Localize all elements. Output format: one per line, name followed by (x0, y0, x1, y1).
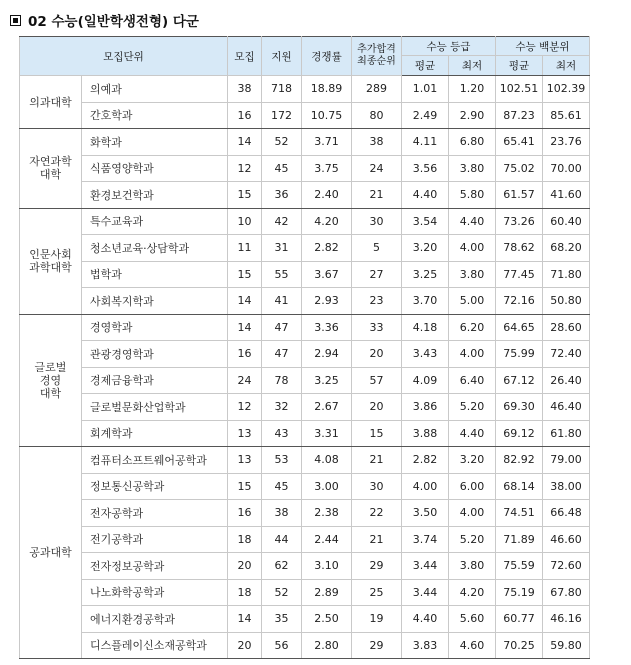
cell-quota: 13 (228, 420, 262, 447)
major-name: 의예과 (82, 76, 228, 103)
cell-rank: 21 (352, 447, 402, 474)
cell-pct-avg: 68.14 (496, 473, 543, 500)
table-row (20, 526, 590, 553)
cell-ratio: 3.00 (302, 473, 352, 500)
cell-ratio: 3.71 (302, 129, 352, 156)
major-name: 환경보건학과 (82, 182, 228, 209)
cell-pct-avg: 60.77 (496, 606, 543, 633)
cell-ratio: 2.82 (302, 235, 352, 262)
cell-pct-avg: 69.30 (496, 394, 543, 421)
cell-rank: 15 (352, 420, 402, 447)
table-row (20, 288, 590, 315)
cell-grade-min: 4.40 (449, 208, 496, 235)
cell-grade-min: 5.00 (449, 288, 496, 315)
cell-grade-avg: 3.54 (402, 208, 449, 235)
major-name: 디스플레이신소재공학과 (82, 632, 228, 659)
header-grade: 수능 등급 (402, 37, 496, 56)
cell-rank: 30 (352, 208, 402, 235)
cell-pct-avg: 77.45 (496, 261, 543, 288)
cell-grade-avg: 4.40 (402, 606, 449, 633)
header-grade-avg: 평균 (402, 56, 449, 76)
cell-grade-min: 6.80 (449, 129, 496, 156)
major-name: 회계학과 (82, 420, 228, 447)
cell-grade-min: 4.60 (449, 632, 496, 659)
cell-applicants: 78 (262, 367, 302, 394)
major-name: 에너지환경공학과 (82, 606, 228, 633)
cell-quota: 14 (228, 314, 262, 341)
table-row (20, 182, 590, 209)
cell-applicants: 53 (262, 447, 302, 474)
cell-grade-min: 3.80 (449, 155, 496, 182)
cell-quota: 15 (228, 473, 262, 500)
cell-pct-min: 66.48 (543, 500, 590, 527)
cell-quota: 16 (228, 500, 262, 527)
cell-grade-avg: 4.11 (402, 129, 449, 156)
table-row (20, 208, 590, 235)
cell-pct-avg: 61.57 (496, 182, 543, 209)
major-name: 식품영양학과 (82, 155, 228, 182)
cell-quota: 24 (228, 367, 262, 394)
cell-grade-avg: 3.44 (402, 553, 449, 580)
cell-grade-min: 6.00 (449, 473, 496, 500)
table-row (20, 579, 590, 606)
cell-applicants: 52 (262, 129, 302, 156)
cell-rank: 29 (352, 553, 402, 580)
cell-rank: 289 (352, 76, 402, 103)
cell-grade-min: 2.90 (449, 102, 496, 129)
major-name: 법학과 (82, 261, 228, 288)
cell-applicants: 44 (262, 526, 302, 553)
cell-grade-avg: 4.00 (402, 473, 449, 500)
cell-rank: 5 (352, 235, 402, 262)
cell-applicants: 172 (262, 102, 302, 129)
cell-quota: 12 (228, 394, 262, 421)
header-unit: 모집단위 (20, 37, 228, 76)
cell-quota: 18 (228, 579, 262, 606)
cell-ratio: 3.67 (302, 261, 352, 288)
table-row (20, 394, 590, 421)
cell-grade-avg: 3.56 (402, 155, 449, 182)
cell-rank: 33 (352, 314, 402, 341)
cell-grade-avg: 3.44 (402, 579, 449, 606)
cell-pct-avg: 75.02 (496, 155, 543, 182)
cell-rank: 20 (352, 394, 402, 421)
cell-ratio: 2.50 (302, 606, 352, 633)
cell-applicants: 718 (262, 76, 302, 103)
cell-grade-avg: 3.25 (402, 261, 449, 288)
cell-quota: 13 (228, 447, 262, 474)
table-row (20, 76, 590, 103)
table-row (20, 235, 590, 262)
cell-pct-min: 41.60 (543, 182, 590, 209)
cell-ratio: 2.94 (302, 341, 352, 368)
cell-applicants: 43 (262, 420, 302, 447)
cell-grade-avg: 3.20 (402, 235, 449, 262)
table-row (20, 420, 590, 447)
header-grade-min: 최저 (449, 56, 496, 76)
cell-pct-avg: 87.23 (496, 102, 543, 129)
cell-pct-min: 50.80 (543, 288, 590, 315)
cell-ratio: 18.89 (302, 76, 352, 103)
major-name: 글로벌문화산업학과 (82, 394, 228, 421)
cell-pct-avg: 67.12 (496, 367, 543, 394)
header-extra-rank (352, 37, 402, 76)
college-name: 자연과학 대학 (20, 129, 82, 209)
cell-ratio: 4.08 (302, 447, 352, 474)
major-name: 나노화학공학과 (82, 579, 228, 606)
cell-pct-min: 46.60 (543, 526, 590, 553)
table-row (20, 606, 590, 633)
cell-grade-avg: 1.01 (402, 76, 449, 103)
cell-quota: 14 (228, 129, 262, 156)
cell-quota: 20 (228, 553, 262, 580)
cell-ratio: 2.80 (302, 632, 352, 659)
cell-grade-min: 1.20 (449, 76, 496, 103)
cell-quota: 20 (228, 632, 262, 659)
header-ratio: 경쟁률 (302, 37, 352, 76)
cell-ratio: 2.40 (302, 182, 352, 209)
cell-ratio: 2.38 (302, 500, 352, 527)
cell-grade-min: 5.20 (449, 394, 496, 421)
college-name: 의과대학 (20, 76, 82, 129)
header-pct-avg: 평균 (496, 56, 543, 76)
cell-applicants: 45 (262, 473, 302, 500)
cell-pct-avg: 73.26 (496, 208, 543, 235)
cell-pct-avg: 74.51 (496, 500, 543, 527)
cell-ratio: 2.44 (302, 526, 352, 553)
header-extra-line2: 최종순위 (357, 56, 396, 67)
major-name: 경제금융학과 (82, 367, 228, 394)
cell-ratio: 2.67 (302, 394, 352, 421)
major-name: 전기공학과 (82, 526, 228, 553)
cell-ratio: 2.89 (302, 579, 352, 606)
table-row (20, 500, 590, 527)
cell-pct-min: 26.40 (543, 367, 590, 394)
cell-quota: 14 (228, 606, 262, 633)
cell-grade-avg: 4.40 (402, 182, 449, 209)
cell-rank: 80 (352, 102, 402, 129)
header-pct-min: 최저 (543, 56, 590, 76)
cell-grade-min: 5.60 (449, 606, 496, 633)
cell-grade-min: 6.20 (449, 314, 496, 341)
cell-applicants: 41 (262, 288, 302, 315)
header-extra-line1: 추가합격 (357, 44, 396, 55)
cell-rank: 21 (352, 526, 402, 553)
table-row (20, 632, 590, 659)
major-name: 사회복지학과 (82, 288, 228, 315)
cell-applicants: 32 (262, 394, 302, 421)
cell-pct-min: 59.80 (543, 632, 590, 659)
cell-rank: 25 (352, 579, 402, 606)
cell-grade-min: 5.80 (449, 182, 496, 209)
major-name: 화학과 (82, 129, 228, 156)
cell-grade-avg: 2.82 (402, 447, 449, 474)
cell-pct-avg: 69.12 (496, 420, 543, 447)
cell-ratio: 10.75 (302, 102, 352, 129)
table-row (20, 314, 590, 341)
cell-rank: 57 (352, 367, 402, 394)
cell-pct-avg: 70.25 (496, 632, 543, 659)
major-name: 전자정보공학과 (82, 553, 228, 580)
cell-rank: 27 (352, 261, 402, 288)
cell-applicants: 56 (262, 632, 302, 659)
major-name: 경영학과 (82, 314, 228, 341)
cell-rank: 22 (352, 500, 402, 527)
table-row (20, 473, 590, 500)
cell-quota: 12 (228, 155, 262, 182)
cell-ratio: 3.36 (302, 314, 352, 341)
cell-applicants: 38 (262, 500, 302, 527)
table-row (20, 341, 590, 368)
cell-grade-avg: 4.18 (402, 314, 449, 341)
major-name: 관광경영학과 (82, 341, 228, 368)
major-name: 컴퓨터소프트웨어공학과 (82, 447, 228, 474)
cell-pct-min: 70.00 (543, 155, 590, 182)
cell-grade-min: 3.20 (449, 447, 496, 474)
cell-pct-avg: 75.59 (496, 553, 543, 580)
cell-quota: 15 (228, 261, 262, 288)
cell-applicants: 47 (262, 341, 302, 368)
table-row (20, 261, 590, 288)
cell-quota: 11 (228, 235, 262, 262)
cell-pct-avg: 82.92 (496, 447, 543, 474)
cell-rank: 21 (352, 182, 402, 209)
cell-rank: 29 (352, 632, 402, 659)
cell-pct-avg: 72.16 (496, 288, 543, 315)
cell-pct-min: 79.00 (543, 447, 590, 474)
cell-quota: 14 (228, 288, 262, 315)
cell-quota: 10 (228, 208, 262, 235)
cell-grade-min: 4.00 (449, 235, 496, 262)
college-name: 인문사회 과학대학 (20, 208, 82, 314)
cell-ratio: 4.20 (302, 208, 352, 235)
section-title-text: 02 수능(일반학생전형) 다군 (28, 14, 199, 30)
table-body (20, 76, 590, 659)
cell-rank: 23 (352, 288, 402, 315)
cell-applicants: 45 (262, 155, 302, 182)
header-quota: 모집 (228, 37, 262, 76)
square-bullet-icon (10, 15, 21, 26)
cell-ratio: 3.25 (302, 367, 352, 394)
major-name: 청소년교육·상담학과 (82, 235, 228, 262)
cell-applicants: 52 (262, 579, 302, 606)
cell-quota: 18 (228, 526, 262, 553)
cell-grade-min: 5.20 (449, 526, 496, 553)
cell-quota: 38 (228, 76, 262, 103)
cell-ratio: 3.31 (302, 420, 352, 447)
cell-pct-min: 72.60 (543, 553, 590, 580)
cell-pct-min: 38.00 (543, 473, 590, 500)
cell-applicants: 62 (262, 553, 302, 580)
major-name: 특수교육과 (82, 208, 228, 235)
cell-pct-min: 46.40 (543, 394, 590, 421)
admission-table (19, 36, 590, 659)
cell-pct-min: 102.39 (543, 76, 590, 103)
cell-pct-avg: 102.51 (496, 76, 543, 103)
cell-quota: 16 (228, 102, 262, 129)
cell-applicants: 47 (262, 314, 302, 341)
cell-grade-avg: 3.88 (402, 420, 449, 447)
cell-grade-avg: 3.43 (402, 341, 449, 368)
cell-rank: 20 (352, 341, 402, 368)
cell-ratio: 3.75 (302, 155, 352, 182)
cell-pct-min: 23.76 (543, 129, 590, 156)
cell-grade-avg: 4.09 (402, 367, 449, 394)
cell-applicants: 36 (262, 182, 302, 209)
cell-rank: 19 (352, 606, 402, 633)
cell-grade-avg: 3.86 (402, 394, 449, 421)
cell-pct-avg: 71.89 (496, 526, 543, 553)
college-name: 글로벌 경영 대학 (20, 314, 82, 447)
college-name: 공과대학 (20, 447, 82, 659)
table-row (20, 102, 590, 129)
cell-quota: 15 (228, 182, 262, 209)
cell-grade-avg: 3.70 (402, 288, 449, 315)
header-percentile: 수능 백분위 (496, 37, 590, 56)
cell-pct-avg: 64.65 (496, 314, 543, 341)
cell-rank: 24 (352, 155, 402, 182)
cell-pct-min: 28.60 (543, 314, 590, 341)
cell-pct-avg: 78.62 (496, 235, 543, 262)
cell-pct-min: 72.40 (543, 341, 590, 368)
cell-grade-min: 4.40 (449, 420, 496, 447)
table-row (20, 553, 590, 580)
cell-pct-avg: 75.99 (496, 341, 543, 368)
table-row (20, 447, 590, 474)
table-row (20, 367, 590, 394)
table-row (20, 129, 590, 156)
header-applicants: 지원 (262, 37, 302, 76)
cell-rank: 38 (352, 129, 402, 156)
cell-grade-min: 4.00 (449, 341, 496, 368)
major-name: 간호학과 (82, 102, 228, 129)
cell-grade-min: 6.40 (449, 367, 496, 394)
major-name: 전자공학과 (82, 500, 228, 527)
cell-ratio: 3.10 (302, 553, 352, 580)
cell-applicants: 35 (262, 606, 302, 633)
cell-pct-min: 46.16 (543, 606, 590, 633)
cell-pct-min: 67.80 (543, 579, 590, 606)
section-title (10, 8, 199, 32)
cell-pct-avg: 75.19 (496, 579, 543, 606)
cell-pct-min: 60.40 (543, 208, 590, 235)
cell-ratio: 2.93 (302, 288, 352, 315)
cell-applicants: 55 (262, 261, 302, 288)
cell-grade-min: 4.00 (449, 500, 496, 527)
cell-applicants: 31 (262, 235, 302, 262)
cell-grade-min: 3.80 (449, 553, 496, 580)
cell-pct-avg: 65.41 (496, 129, 543, 156)
cell-rank: 30 (352, 473, 402, 500)
cell-grade-avg: 3.50 (402, 500, 449, 527)
table-row (20, 155, 590, 182)
cell-grade-avg: 3.83 (402, 632, 449, 659)
cell-grade-min: 4.20 (449, 579, 496, 606)
cell-grade-min: 3.80 (449, 261, 496, 288)
major-name: 정보통신공학과 (82, 473, 228, 500)
cell-pct-min: 71.80 (543, 261, 590, 288)
cell-grade-avg: 3.74 (402, 526, 449, 553)
cell-pct-min: 85.61 (543, 102, 590, 129)
cell-grade-avg: 2.49 (402, 102, 449, 129)
cell-pct-min: 68.20 (543, 235, 590, 262)
cell-applicants: 42 (262, 208, 302, 235)
cell-quota: 16 (228, 341, 262, 368)
cell-pct-min: 61.80 (543, 420, 590, 447)
